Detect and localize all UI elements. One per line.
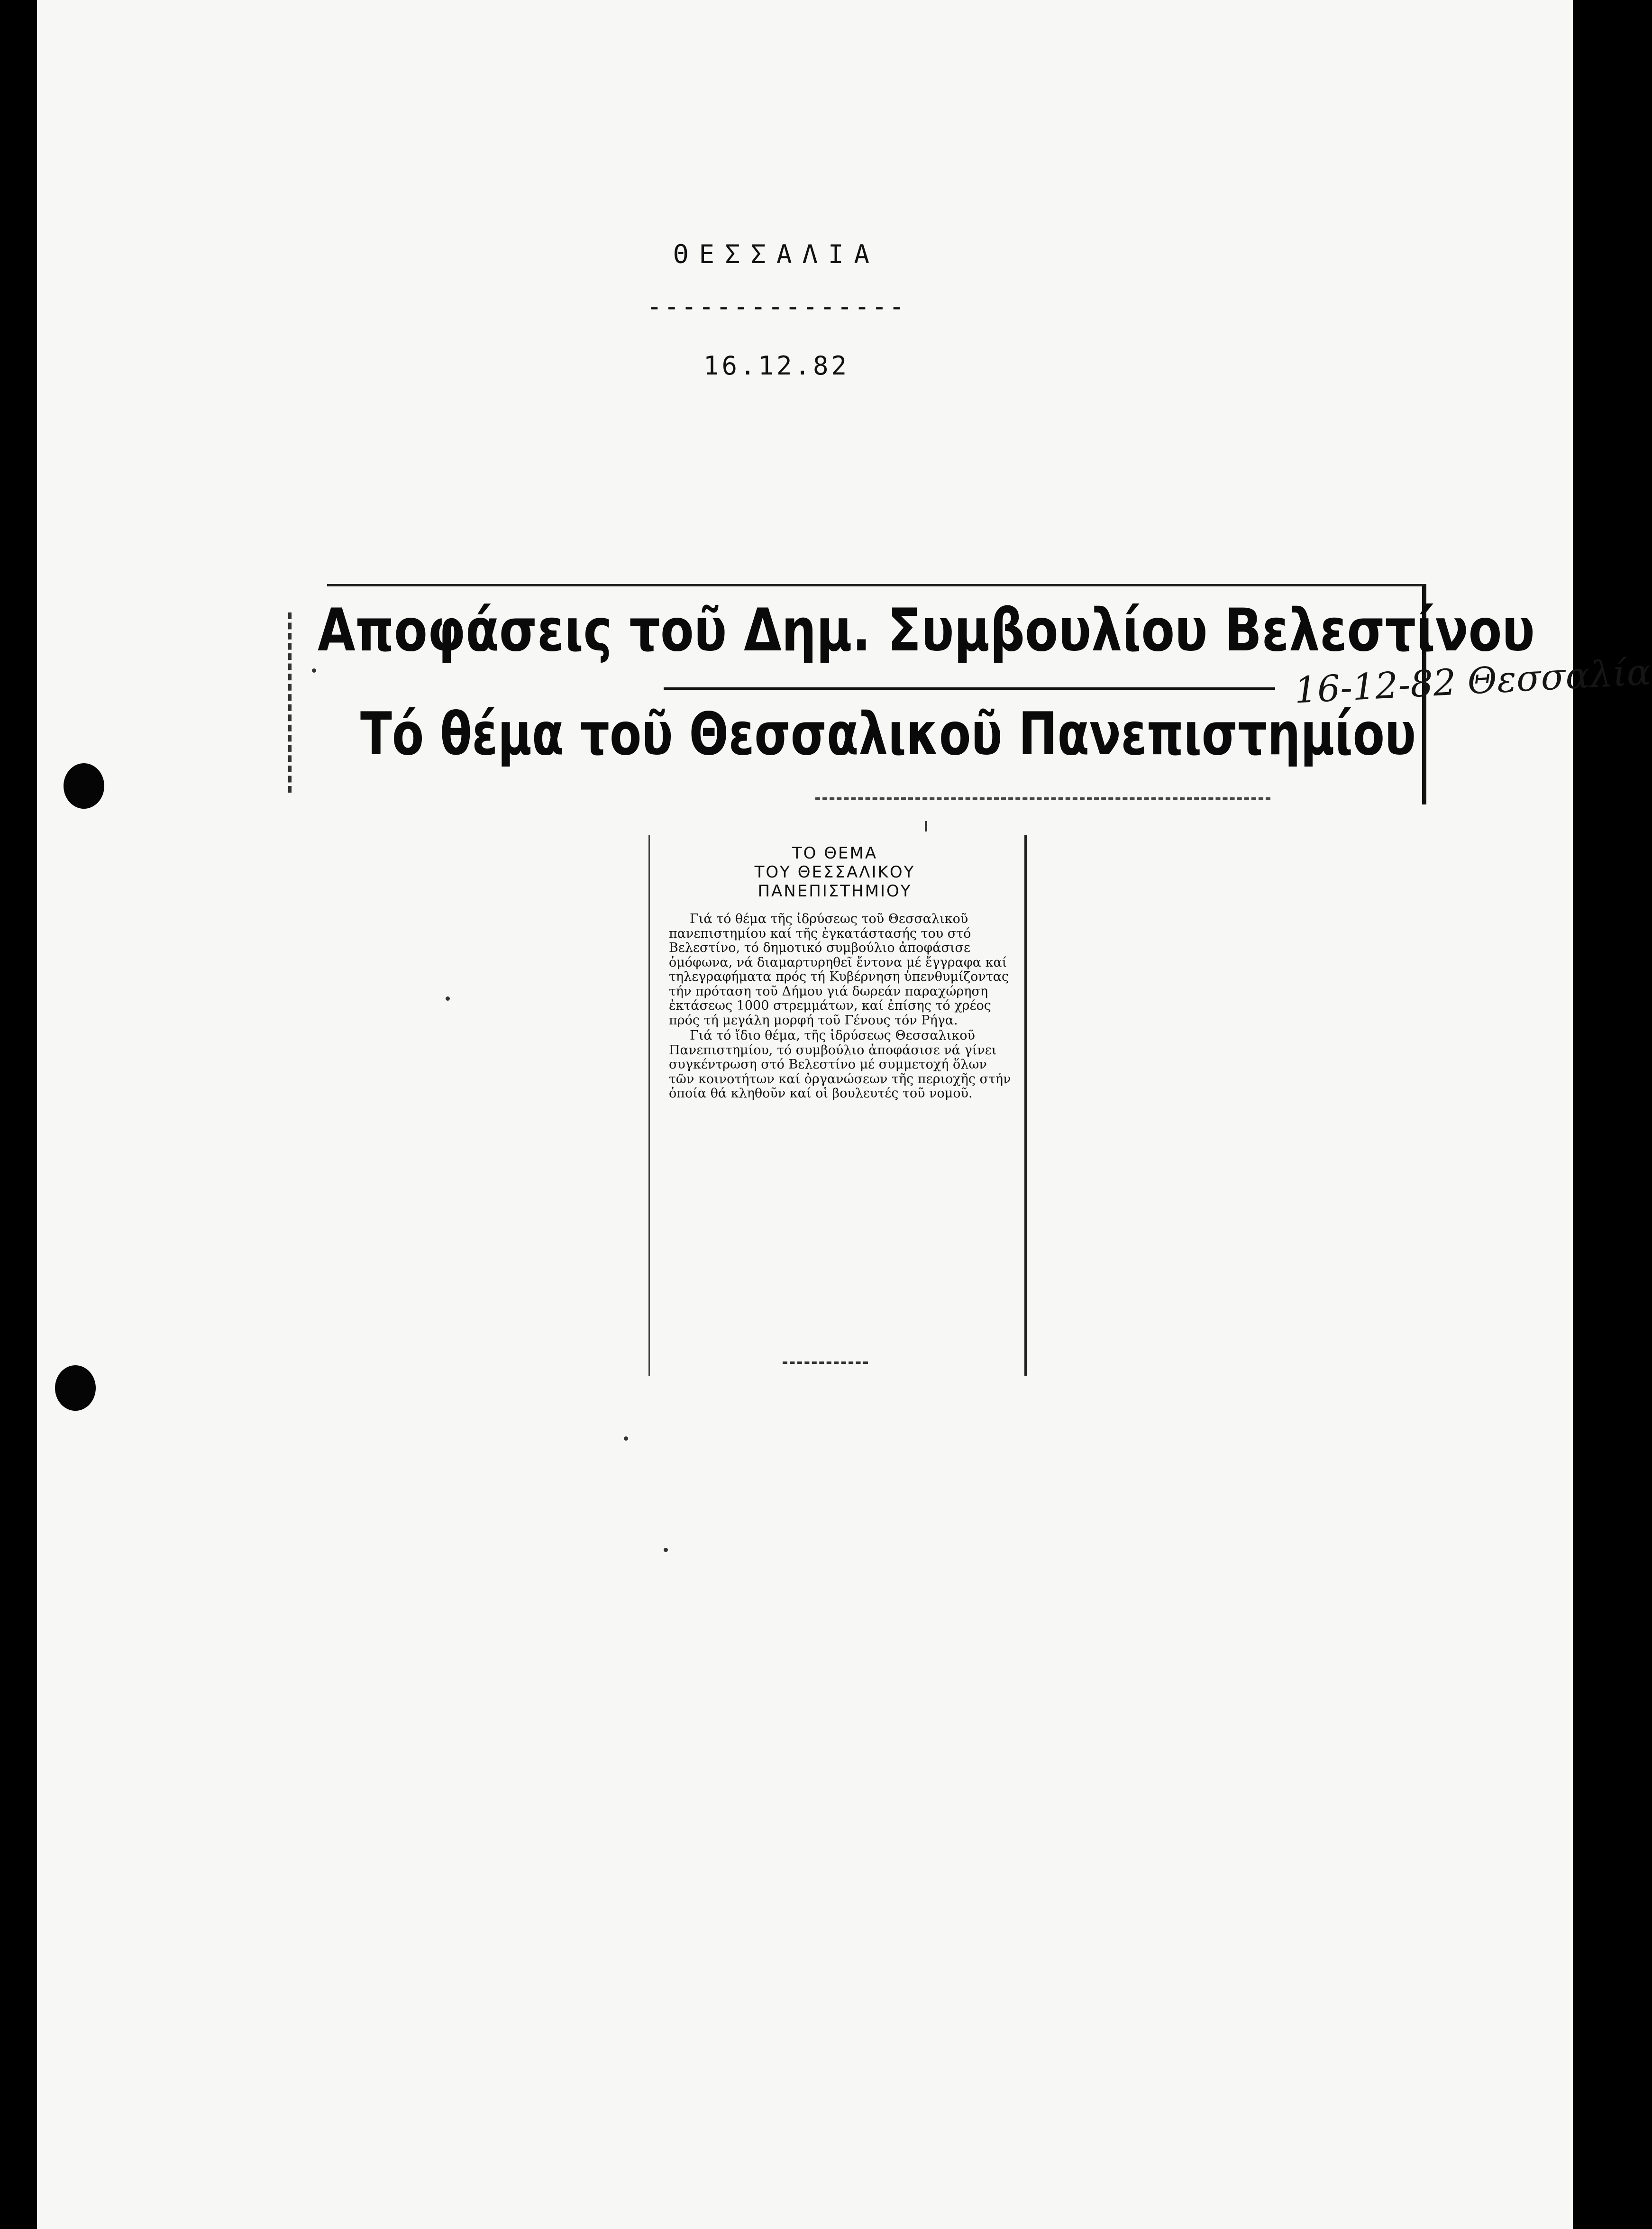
article-heading-line-1: ΤΟ ΘΕΜΑ: [792, 844, 878, 863]
scanned-page: [37, 0, 1652, 2229]
binder-hole-bottom: [55, 1365, 96, 1411]
headline-cut-edge: [288, 612, 292, 793]
headline-clipping: [284, 584, 1652, 807]
scan-speck: [446, 996, 450, 1001]
handwritten-date-note: 16-12-82 Θεσσαλία: [1293, 650, 1652, 712]
article-clipping: [648, 835, 1027, 1376]
newspaper-name: ΘΕΣΣΑΛΙΑ: [673, 239, 880, 269]
headline-line-1: Αποφάσεις τοῦ Δημ. Συμβουλίου Βελεστίνου: [318, 596, 1535, 665]
article-heading: [669, 844, 1001, 901]
headline-divider: [664, 687, 1275, 690]
scan-speck: [664, 1548, 668, 1552]
header-rule: ---------------: [647, 292, 906, 321]
headline-line-2: Τό θέμα τοῦ Θεσσαλικοῦ Πανεπιστημίου: [360, 700, 1416, 768]
article-heading-line-2: ΤΟΥ ΘΕΣΣΑΛΙΚΟΥ: [754, 863, 915, 882]
clipping-mark: [925, 821, 927, 831]
clipping-cut-edge: [783, 1361, 868, 1364]
article-body: [669, 912, 1015, 1102]
scan-speck: [624, 1436, 628, 1441]
binder-hole-top: [64, 763, 104, 809]
article-heading-line-3: ΠΑΝΕΠΙΣΤΗΜΙΟΥ: [758, 882, 912, 901]
publication-date: 16.12.82: [703, 351, 850, 381]
article-paragraph-1: Γιά τό θέμα τῆς ἱδρύσεως τοῦ Θεσσαλικοῦ πανεπιστημίου καί τῆς ἐγκατάστασής του στό Βελεστίνο, τό δημοτικό συμβούλιο ἀποφάσισε ὁμόφωνα, νά διαμαρτυρηθεῖ ἔντονα μέ ἔγγραφα καί τηλεγραφήματα πρός τή Κυβέρνηση ὑπενθυμίζοντας τήν πρόταση τοῦ Δήμου γιά δωρεάν παραχώρηση ἐκτάσεως 1000 στρεμμάτων, καί ἐπίσης τό χρέος πρός τή μεγάλη μορφή τοῦ Γένους τόν Ρήγα.: [669, 912, 1009, 1028]
headline-cut-edge-bottom: [815, 797, 1270, 800]
scan-speck: [312, 668, 316, 673]
article-paragraph-2: Γιά τό ἴδιο θέμα, τῆς ἱδρύσεως Θεσσαλικοῦ Πανεπιστημίου, τό συμβούλιο ἀποφάσισε νά γίνει συγκέντρωση στό Βελεστίνο μέ συμμετοχή ὅλων τῶν κοινοτήτων καί ὀργανώσεων τῆς περιοχῆς στήν ὁποία θά κληθοῦν καί οἱ βουλευτές τοῦ νομοῦ.: [669, 1028, 1011, 1101]
